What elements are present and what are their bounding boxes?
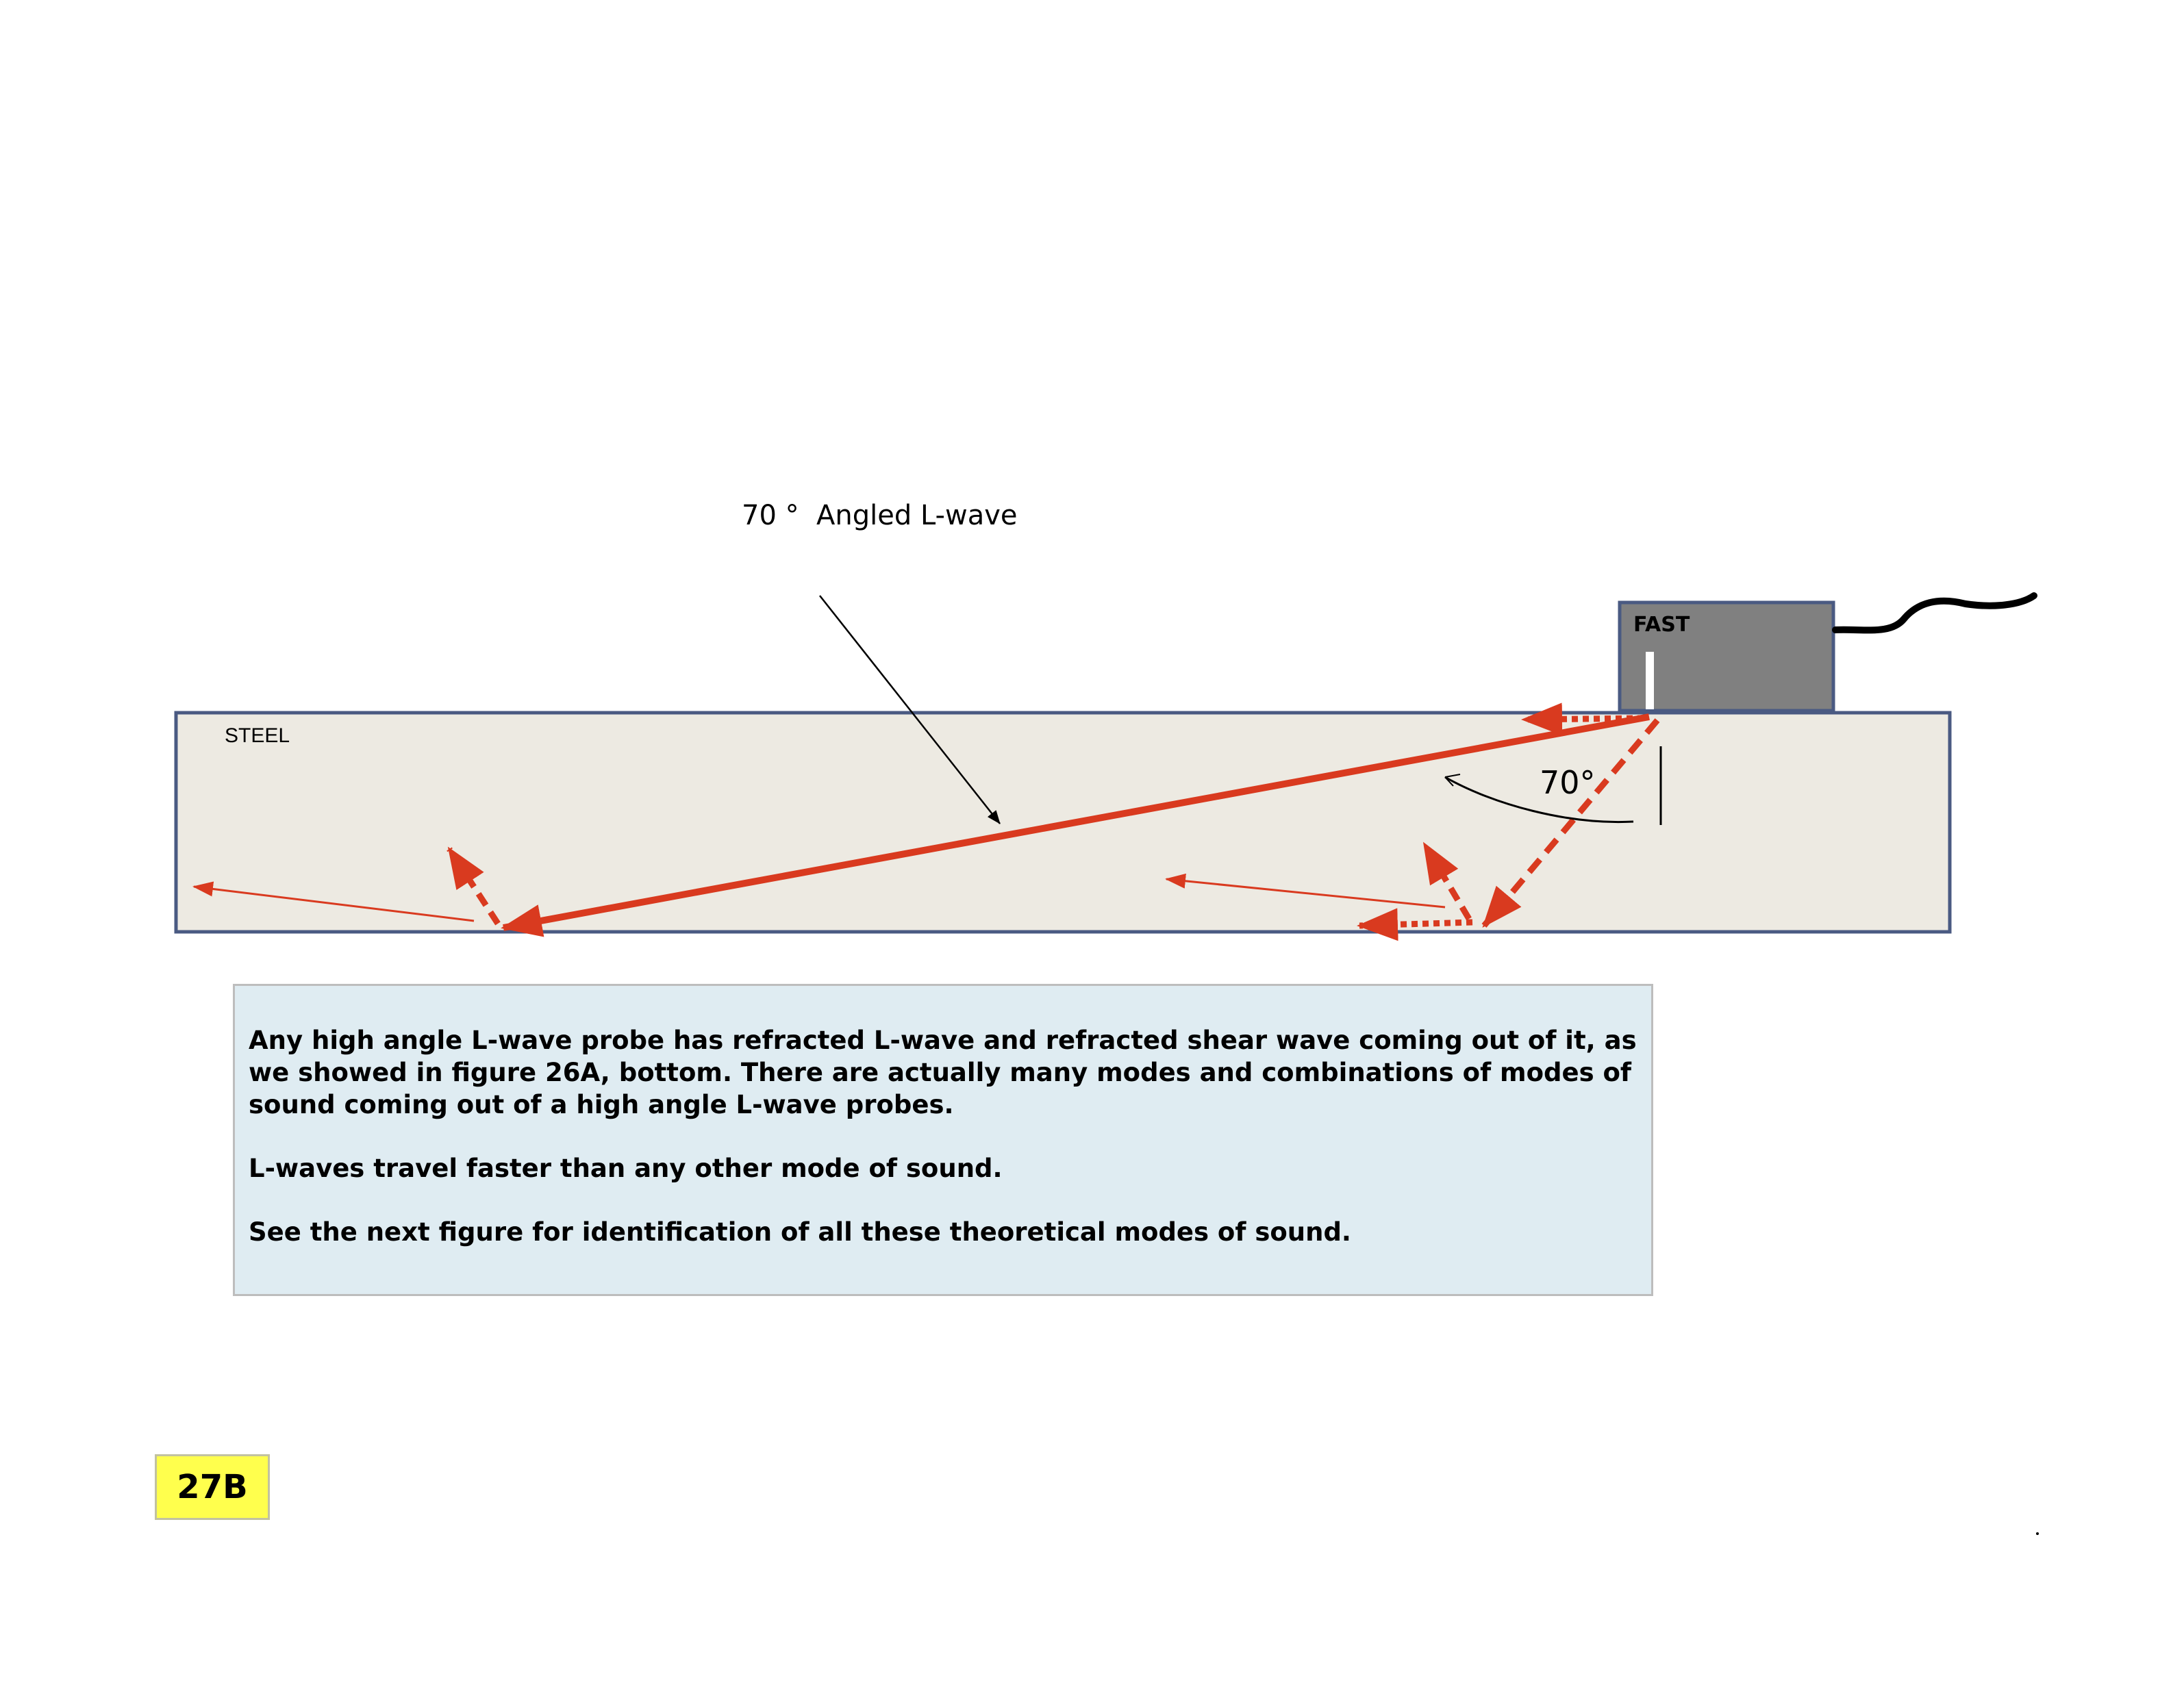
probe-cable: [1835, 596, 2034, 630]
figure-number-badge: 27B: [155, 1454, 270, 1520]
caption-paragraph-1: Any high angle L-wave probe has refracted L-wave and refracted shear wave coming out of it, as we showed in figure 26A, bottom. There are actually many modes and combinations of modes of sound coming out of a high angle L-wave probes.: [249, 1026, 1637, 1119]
probe-label: FAST: [1633, 613, 1690, 637]
stray-dot: [2036, 1532, 2039, 1535]
angled-wave-callout: 70 ° Angled L-wave: [742, 500, 1018, 531]
caption-paragraph-2: L-waves travel faster than any other mode of sound.: [249, 1154, 1003, 1183]
caption-paragraph-3: See the next figure for identification of all these theoretical modes of sound.: [249, 1217, 1351, 1247]
caption-box: [233, 984, 1653, 1296]
angle-label: 70°: [1540, 764, 1596, 801]
steel-label: STEEL: [225, 724, 290, 747]
probe-crystal: [1646, 652, 1654, 709]
